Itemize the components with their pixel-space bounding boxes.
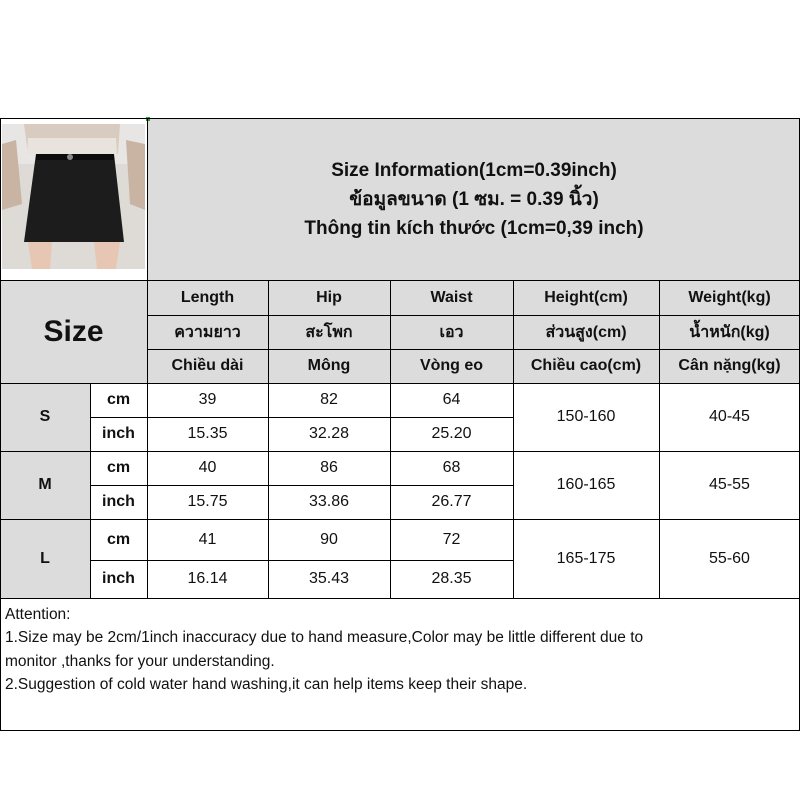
skirt-photo-icon bbox=[2, 124, 145, 269]
column-header-th: ความยาว bbox=[174, 323, 241, 341]
height-cell: 165-175 bbox=[556, 549, 616, 567]
table-cell: 90 bbox=[320, 530, 338, 548]
grid-line bbox=[0, 118, 800, 119]
product-image bbox=[2, 124, 145, 269]
title-thai: ข้อมูลขนาด (1 ซม. = 0.39 นิ้ว) bbox=[349, 188, 599, 210]
table-cell: 72 bbox=[442, 530, 461, 548]
table-cell: 15.35 bbox=[187, 425, 228, 442]
column-header-vi: Mông bbox=[307, 357, 351, 374]
table-cell: 33.86 bbox=[308, 493, 350, 510]
column-header-en: Height(cm) bbox=[544, 289, 628, 306]
grid-line bbox=[90, 560, 513, 561]
grid-line bbox=[0, 519, 800, 520]
grid-line bbox=[0, 280, 800, 281]
grid-line bbox=[513, 281, 514, 598]
grid-line bbox=[268, 281, 269, 598]
size-label: L bbox=[40, 549, 50, 567]
grid-line bbox=[0, 451, 800, 452]
column-header-vi: Chiều dài bbox=[171, 357, 244, 374]
note-line-1: 1.Size may be 2cm/1inch inaccuracy due to hand measure,Color may be little different due to bbox=[5, 629, 644, 647]
column-header-vi: Chiều cao(cm) bbox=[530, 357, 642, 374]
table-cell: 86 bbox=[320, 459, 338, 476]
table-cell: 82 bbox=[320, 391, 338, 408]
height-cell: 150-160 bbox=[556, 408, 616, 425]
grid-line bbox=[90, 383, 91, 598]
unit-label: cm bbox=[106, 459, 131, 476]
column-header-th: สะโพก bbox=[305, 323, 353, 341]
column-header-th: ส่วนสูง(cm) bbox=[545, 323, 627, 341]
grid-line bbox=[659, 281, 660, 598]
grid-line bbox=[0, 383, 800, 384]
table-cell: 25.20 bbox=[431, 425, 472, 442]
table-cell: 26.77 bbox=[431, 493, 472, 510]
grid-line bbox=[147, 349, 800, 350]
size-label: S bbox=[39, 408, 51, 425]
grid-line bbox=[147, 315, 800, 316]
table-cell: 41 bbox=[198, 530, 217, 548]
unit-label: inch bbox=[102, 570, 135, 587]
title-english: Size Information(1cm=0.39inch) bbox=[331, 159, 617, 181]
weight-cell: 45-55 bbox=[709, 476, 750, 493]
column-header-en: Hip bbox=[316, 289, 342, 306]
table-cell: 68 bbox=[442, 459, 461, 476]
table-cell: 64 bbox=[442, 391, 461, 408]
unit-label: cm bbox=[106, 530, 131, 548]
grid-line bbox=[90, 485, 513, 486]
weight-cell: 55-60 bbox=[709, 549, 750, 567]
grid-line bbox=[90, 417, 513, 418]
column-header-en: Weight(kg) bbox=[688, 289, 771, 306]
table-cell: 35.43 bbox=[308, 570, 350, 587]
note-line-2: monitor ,thanks for your understanding. bbox=[5, 652, 275, 670]
table-cell: 32.28 bbox=[308, 425, 350, 442]
grid-line bbox=[147, 281, 148, 598]
table-cell: 40 bbox=[198, 459, 217, 476]
grid-line bbox=[0, 730, 800, 731]
grid-line bbox=[0, 598, 800, 599]
column-header-vi: Vòng eo bbox=[419, 357, 484, 374]
column-header-th: น้ำหนัก(kg) bbox=[689, 323, 770, 341]
title-vietnamese: Thông tin kích thước (1cm=0,39 inch) bbox=[304, 217, 644, 239]
unit-label: inch bbox=[102, 493, 135, 510]
column-header-th: เอว bbox=[439, 323, 464, 341]
unit-label: cm bbox=[106, 391, 131, 408]
height-cell: 160-165 bbox=[556, 476, 616, 493]
column-header-vi: Cân nặng(kg) bbox=[678, 357, 781, 374]
size-header-label: Size bbox=[43, 315, 104, 348]
column-header-en: Waist bbox=[430, 289, 473, 306]
weight-cell: 40-45 bbox=[709, 408, 750, 425]
attention-notes bbox=[5, 603, 795, 696]
size-label: M bbox=[38, 476, 52, 493]
grid-line bbox=[147, 118, 148, 280]
table-cell: 39 bbox=[198, 391, 217, 408]
grid-line bbox=[390, 281, 391, 598]
column-header-en: Length bbox=[180, 289, 235, 306]
note-line-3: 2.Suggestion of cold water hand washing,it can help items keep their shape. bbox=[5, 675, 528, 693]
grid-line bbox=[0, 118, 1, 730]
size-info-title bbox=[148, 118, 800, 280]
table-cell: 16.14 bbox=[187, 570, 228, 587]
table-cell: 28.35 bbox=[431, 570, 472, 587]
attention-heading: Attention: bbox=[5, 606, 71, 623]
table-cell: 15.75 bbox=[187, 493, 228, 510]
unit-label: inch bbox=[102, 425, 135, 442]
